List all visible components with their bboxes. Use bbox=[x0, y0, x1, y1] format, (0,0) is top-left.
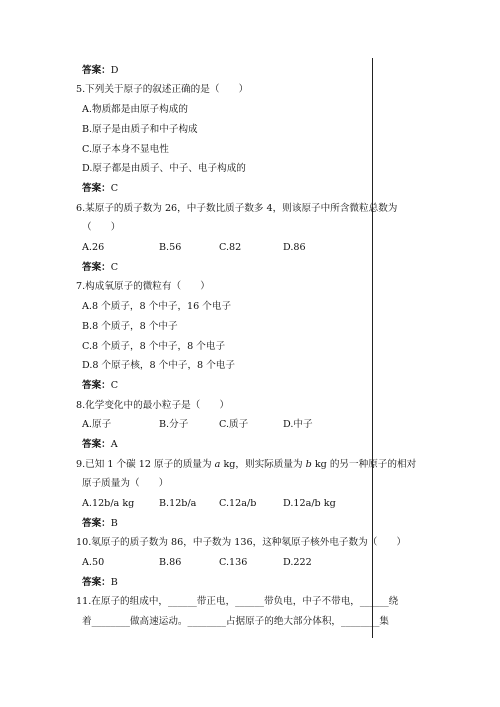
question-8-option-c: C.质子 bbox=[219, 419, 249, 430]
question-9-option-c: C.12a/b bbox=[219, 498, 257, 509]
answer-9: 答案：B bbox=[82, 518, 118, 529]
question-7-option-d: D.8 个原子核，8 个中子，8 个电子 bbox=[82, 360, 235, 371]
answer-4: 答案：D bbox=[82, 65, 119, 76]
question-8-option-d: D.中子 bbox=[283, 419, 313, 430]
answer-6: 答案：C bbox=[82, 262, 119, 273]
question-6-option-d: D.86 bbox=[283, 242, 306, 253]
answer-8: 答案：A bbox=[82, 439, 118, 450]
question-5-option-b: B.原子是由质子和中子构成 bbox=[82, 124, 198, 135]
question-10-option-c: C.136 bbox=[219, 557, 248, 568]
question-9-stem: 9.已知 1 个碳 12 原子的质量为 a kg，则实际质量为 b kg 的另一种原子的相对 bbox=[76, 459, 417, 470]
margin-rule bbox=[372, 58, 373, 638]
question-9-option-a: A.12b/a kg bbox=[82, 498, 135, 509]
question-10-stem: 10.氡原子的质子数为 86，中子数为 136，这种氡原子核外电子数为（ ） bbox=[76, 537, 407, 548]
question-7-stem: 7.构成氧原子的微粒有（ ） bbox=[76, 281, 210, 292]
question-10-option-b: B.86 bbox=[159, 557, 182, 568]
answer-7: 答案：C bbox=[82, 380, 119, 391]
answer-5: 答案：C bbox=[82, 183, 119, 194]
question-7-option-c: C.8 个质子，8 个中子，8 个电子 bbox=[82, 341, 226, 352]
question-9-option-b: B.12b/a bbox=[159, 498, 197, 509]
question-5-option-c: C.原子本身不显电性 bbox=[82, 144, 169, 155]
question-11-line2: 着________做高速运动。________占据原子的绝大部分体积，________集 bbox=[82, 616, 389, 627]
question-6-option-b: B.56 bbox=[159, 242, 182, 253]
question-5-stem: 5.下列关于原子的叙述正确的是（ ） bbox=[76, 84, 249, 95]
question-10-option-a: A.50 bbox=[82, 557, 105, 568]
question-11-line1: 11.在原子的组成中，______带正电，______带负电，中子不带电，______绕 bbox=[76, 596, 399, 607]
question-8-option-a: A.原子 bbox=[82, 419, 112, 430]
question-5-option-d: D.原子都是由质子、中子、电子构成的 bbox=[82, 163, 246, 174]
question-10-option-d: D.222 bbox=[283, 557, 312, 568]
answer-10: 答案：B bbox=[82, 577, 118, 588]
question-8-option-b: B.分子 bbox=[159, 419, 189, 430]
question-6-stem: 6.某原子的质子数为 26，中子数比质子数多 4，则该原子中所含微粒总数为 bbox=[76, 203, 398, 214]
question-7-option-a: A.8 个质子，8 个中子，16 个电子 bbox=[82, 301, 232, 312]
question-5-option-a: A.物质都是由原子构成的 bbox=[82, 104, 188, 115]
question-9-stem-line2: 原子质量为（ ） bbox=[82, 478, 169, 489]
question-6-option-a: A.26 bbox=[82, 242, 105, 253]
question-8-stem: 8.化学变化中的最小粒子是（ ） bbox=[76, 400, 230, 411]
question-6-stem-bracket: （ ） bbox=[82, 222, 121, 233]
question-9-option-d: D.12a/b kg bbox=[283, 498, 336, 509]
question-7-option-b: B.8 个质子，8 个中子 bbox=[82, 321, 178, 332]
question-6-option-c: C.82 bbox=[219, 242, 242, 253]
